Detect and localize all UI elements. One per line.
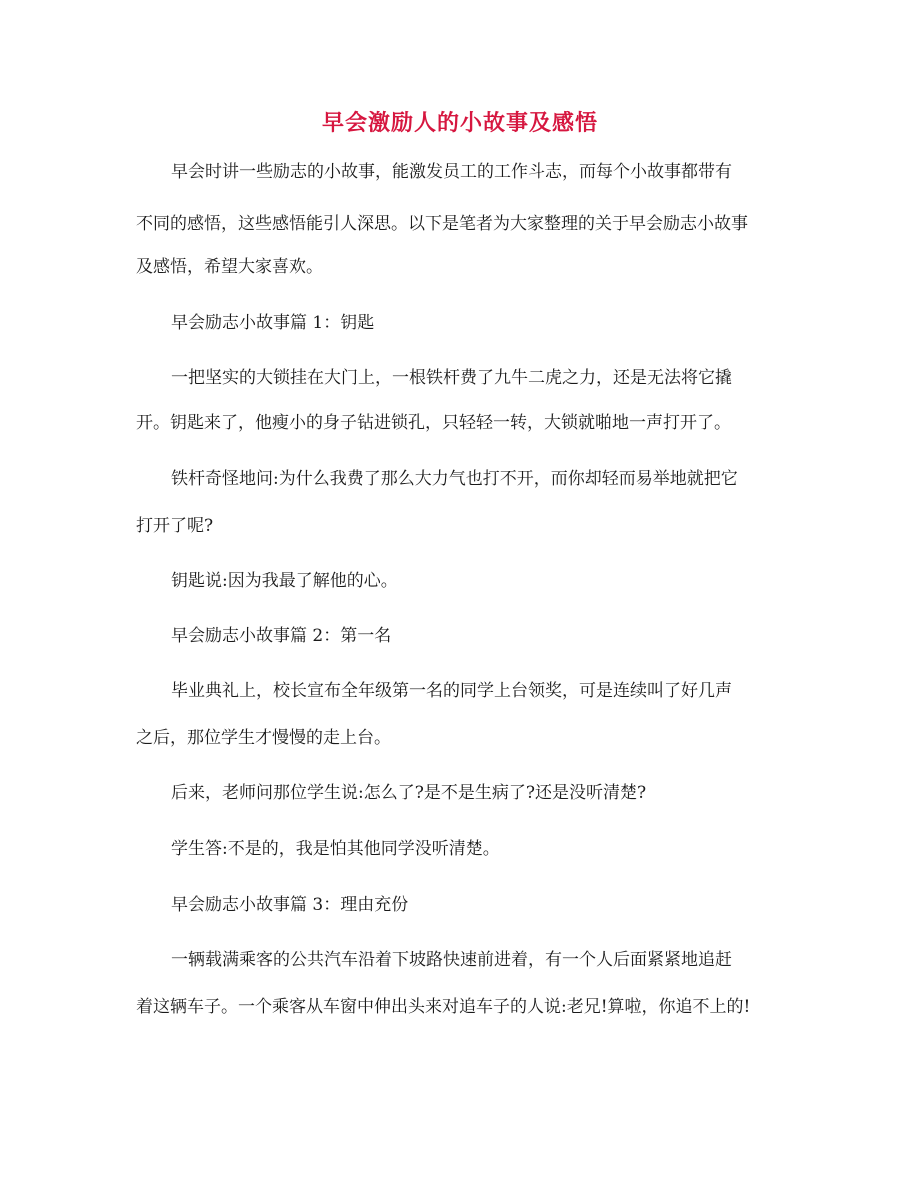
paragraph-11-line-2: 着这辆车子。一个乘客从车窗中伸出头来对追车子的人说:老兄!算啦，你追不上的!: [136, 997, 751, 1017]
paragraph-3-line-2: 开。钥匙来了，他瘦小的身子钻进锁孔，只轻轻一转，大锁就啪地一声打开了。: [136, 413, 731, 433]
story-3-heading: 早会励志小故事篇 3：理由充份: [171, 895, 409, 915]
paragraph-8-line-1: 后来，老师问那位学生说:怎么了?是不是生病了?还是没听清楚?: [171, 783, 647, 803]
paragraph-11-line-1: 一辆载满乘客的公共汽车沿着下坡路快速前进着，有一个人后面紧紧地追赶: [171, 950, 732, 970]
paragraph-7-line-1: 毕业典礼上，校长宣布全年级第一名的同学上台领奖，可是连续叫了好几声: [171, 681, 732, 701]
story-1-heading: 早会励志小故事篇 1：钥匙: [171, 313, 375, 333]
paragraph-7-line-2: 之后，那位学生才慢慢的走上台。: [136, 728, 391, 748]
document-title: 早会激励人的小故事及感悟: [321, 111, 598, 136]
paragraph-9-line-1: 学生答:不是的，我是怕其他同学没听清楚。: [171, 839, 500, 859]
paragraph-5-line-1: 钥匙说:因为我最了解他的心。: [171, 571, 398, 591]
paragraph-1-line-1: 早会时讲一些励志的小故事，能激发员工的工作斗志，而每个小故事都带有: [171, 162, 732, 182]
paragraph-1-line-2: 不同的感悟，这些感悟能引人深思。以下是笔者为大家整理的关于早会励志小故事: [136, 214, 748, 234]
story-2-heading: 早会励志小故事篇 2：第一名: [171, 626, 392, 646]
paragraph-4-line-2: 打开了呢?: [136, 516, 214, 536]
paragraph-1-line-3: 及感悟，希望大家喜欢。: [136, 257, 323, 277]
paragraph-4-line-1: 铁杆奇怪地问:为什么我费了那么大力气也打不开，而你却轻而易举地就把它: [171, 469, 738, 489]
paragraph-3-line-1: 一把坚实的大锁挂在大门上，一根铁杆费了九牛二虎之力，还是无法将它撬: [171, 368, 732, 388]
